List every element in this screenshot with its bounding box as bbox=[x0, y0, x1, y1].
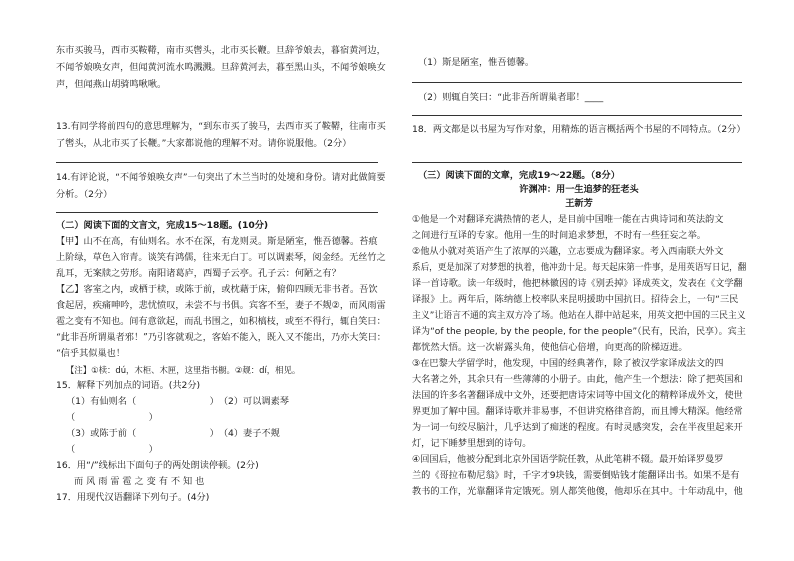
article-line: 灯，记下睡梦里想到的诗句。 bbox=[412, 438, 532, 449]
article-line: 系后，更是加深了对梦想的执着，他冲劲十足。每天起床第一件事，是用英语写日记，翻 bbox=[412, 262, 747, 273]
question-15-row: （3）或陈于前（ ） （4）妻子不觌 bbox=[66, 428, 280, 439]
translate-item-2: （2）则辄自笑曰：“此非吾所谓巢者耶！____ bbox=[418, 92, 604, 103]
text-yi-line: “信乎其似巢也！ bbox=[56, 348, 126, 359]
question-16: 16．用“/”线标出下面句子的两处朗读停顿。(2分) bbox=[56, 460, 259, 471]
question-15-row: （ ） bbox=[66, 444, 158, 455]
article-line: 教书的工作，光靠翻译肯定饿死。别人都笑他傻，他却乐在其中。十年动乱中，他 bbox=[412, 486, 743, 497]
section-2-title: （二）阅读下面的文言文，完成15～18题。(10分) bbox=[56, 220, 269, 231]
poem-line: 不闻爷娘唤女声，但闻黄河流水鸣溅溅。旦辞黄河去，暮至黑山头，不闻爷娘唤女 bbox=[56, 62, 386, 73]
question-15-row: （ ） bbox=[66, 412, 158, 423]
text-yi-line: 食起居，疾痛呻吟，悲忧愤叹，未尝不与书俱。宾客不至，妻子不觌②，而风雨雷 bbox=[56, 300, 386, 311]
article-line: ③在巴黎大学留学时，他发现，中国的经典著作，除了被汉学家译成法文的四 bbox=[412, 358, 724, 369]
answer-line bbox=[412, 162, 742, 163]
answer-line bbox=[412, 82, 742, 83]
poem-line: 声，但闻燕山胡骑鸣啾啾。 bbox=[56, 79, 167, 90]
text-jia-line: 乱耳，无案牍之劳形。南阳诸葛庐，西蜀子云亭。孔子云：何陋之有？ bbox=[56, 268, 341, 279]
poem-line: 东市买骏马，西市买鞍鞯，南市买辔头，北市买长鞭。旦辞爷娘去，暮宿黄河边， bbox=[56, 45, 386, 56]
article-line: 界更加了解中国。翻译诗歌并非易事，不但讲究格律音韵，而且博大精深。他经常 bbox=[412, 406, 743, 417]
question-13-line: 了辔头，从北市买了长鞭。”大家都说他的理解不对。请你说服他。（2分） bbox=[56, 138, 352, 149]
article-author: 王新芳 bbox=[565, 198, 593, 209]
answer-line bbox=[56, 212, 378, 213]
translate-item-1: （1）斯是陋室，惟吾德馨。 bbox=[418, 57, 535, 68]
question-15-row: （1）有仙则名（ ） （2）可以调素琴 bbox=[66, 396, 289, 407]
article-line: 兰的《哥拉布勒尼翁》时，千字才9块钱，需要倒贴钱才能翻译出书。如果不是有 bbox=[412, 470, 740, 481]
article-line: 译一首诗歌。读一年级时，他把林徽因的诗《别丢掉》译成英文，发表在《文学翻 bbox=[412, 278, 743, 289]
text-yi-line: 雹之变有不知也。间有意欲起，而乱书围之，如积槁枝，或至不得行，辄自笑曰： bbox=[56, 316, 386, 327]
text-yi-line: 【乙】客室之内，或栖于椟，或陈于前，或枕藉于床，俯仰四顾无非书者。吾饮 bbox=[56, 284, 378, 295]
question-14-line: 分析。（2分） bbox=[56, 189, 113, 200]
question-13-line: 13.有同学将前四句的意思理解为，“到东市买了骏马，去西市买了鞍鞯，往南市买 bbox=[56, 121, 386, 132]
question-14-line: 14.有评论说，“不闻爷娘唤女声”一句突出了木兰当时的处境和身份。请对此做简要 bbox=[56, 172, 386, 183]
question-16-sentence: 而 风 雨 雷 雹 之 变 有 不 知 也 bbox=[74, 476, 205, 487]
article-line: ②他从小就对英语产生了浓厚的兴趣，立志要成为翻译家。考入西南联大外文 bbox=[412, 246, 724, 257]
section-3-title: （三）阅读下面的文章，完成19～22题。（8分） bbox=[418, 170, 620, 181]
article-title: 许渊冲：用一生追梦的狂老头 bbox=[519, 184, 639, 195]
answer-line bbox=[56, 162, 378, 163]
article-line: 为一词一句绞尽脑汁，几乎达到了痴迷的程度。有时灵感突发，会在半夜里起来开 bbox=[412, 422, 743, 433]
article-line: ④回国后，他被分配到北京外国语学院任教，从此笔耕不辍。最开始译罗曼罗 bbox=[412, 454, 724, 465]
article-line: 译为“of the people, by the people, for the people”（民有，民治，民享）。宾主 bbox=[412, 326, 746, 337]
answer-line bbox=[412, 115, 742, 116]
question-18: 18．两文都是以书屋为写作对象，用精炼的语言概括两个书屋的不同特点。（2分） bbox=[412, 124, 746, 135]
article-line: 主义”让语言不通的宾主双方冷了场。他站在人群中站起来，用英文把中国的三民主义 bbox=[412, 310, 746, 321]
text-jia-line: 【甲】山不在高，有仙则名。水不在深，有龙则灵。斯是陋室，惟吾德馨。苔痕 bbox=[56, 236, 378, 247]
text-yi-line: “此非吾所谓巢者邪！”乃引客就观之，客始不能入，既入又不能出，乃亦大笑曰： bbox=[56, 332, 386, 343]
article-line: 法国的许多名著翻译成中文外，还要把唐诗宋词等中国文化的精粹译成外文，使世 bbox=[412, 390, 743, 401]
article-line: 之间进行互译的专家。他用一生的时间追求梦想，不时有一些狂妄之举。 bbox=[412, 230, 706, 241]
annotation-note: 【注】①椟：dú，木柜、木匣，这里指书橱。②觌：dí，相见。 bbox=[66, 365, 301, 375]
article-line: 译报》上。两年后，陈纳德上校率队来昆明援助中国抗日。招待会上，一句“三民 bbox=[412, 294, 739, 305]
article-line: 大名著之外，其余只有一些薄薄的小册子。由此，他产生一个想法：除了把英国和 bbox=[412, 374, 743, 385]
text-jia-line: 上阶绿，草色入帘青。谈笑有鸿儒，往来无白丁。可以调素琴，阅金经。无丝竹之 bbox=[56, 252, 386, 263]
article-line: 都恍然大悟。这一次崭露头角，使他信心倍增，向更高的阶梯迈进。 bbox=[412, 342, 688, 353]
question-15: 15．解释下列加点的词语。(共2分) bbox=[56, 380, 201, 391]
article-line: ①他是一个对翻译充满热情的老人，是目前中国唯一能在古典诗词和英法韵文 bbox=[412, 214, 724, 225]
question-17: 17．用现代汉语翻译下列句子。(4分) bbox=[56, 492, 210, 503]
